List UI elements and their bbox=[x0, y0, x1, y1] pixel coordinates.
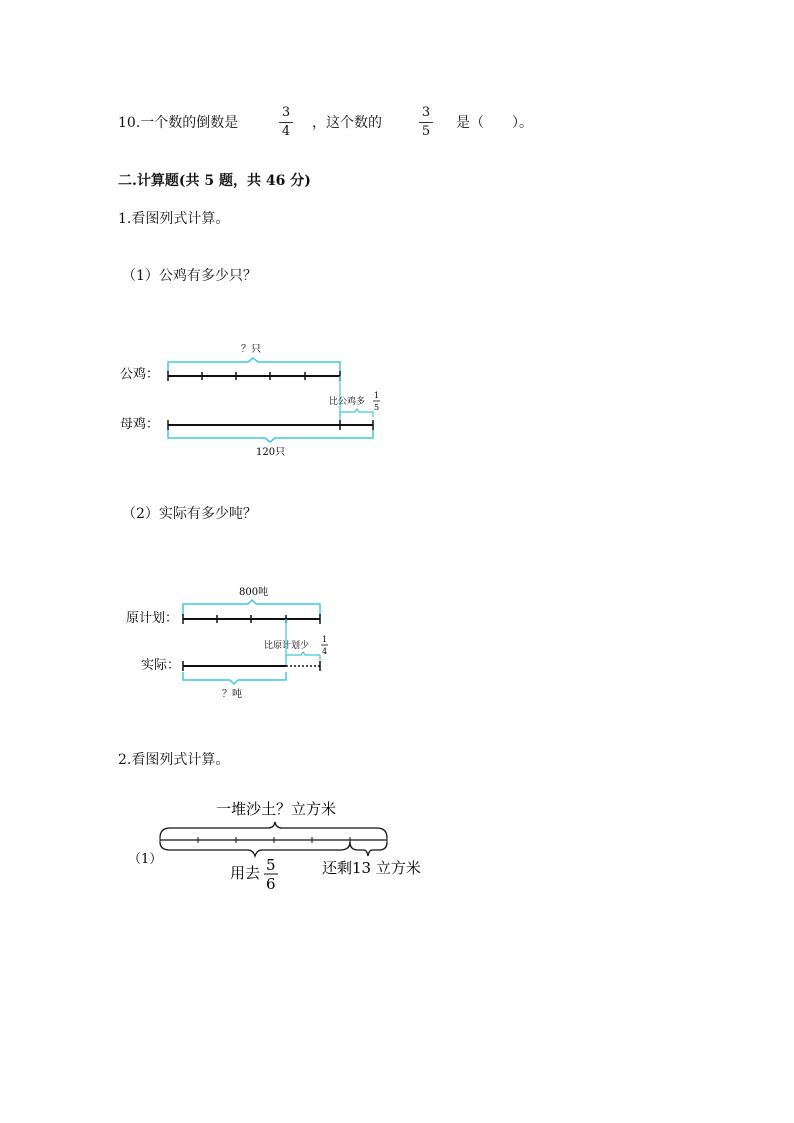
hen-bottom-brace bbox=[168, 430, 373, 442]
q10-frac1-numerator: 3 bbox=[281, 105, 291, 120]
hen-label: 母鸡： bbox=[120, 417, 160, 432]
rooster-hen-diagram bbox=[0, 330, 794, 460]
p1-title: 1.看图列式计算。 bbox=[118, 211, 230, 227]
sand-top-brace bbox=[160, 822, 387, 838]
actual-bottom-brace-label: ？吨 bbox=[222, 689, 242, 700]
sand-top-brace-label: 一堆沙土？立方米 bbox=[216, 800, 337, 818]
sand-used-label: 用去 bbox=[230, 864, 261, 882]
rooster-top-brace-label: ？只 bbox=[241, 344, 261, 355]
section-title: 二.计算题(共 5 题，共 46 分) bbox=[118, 173, 311, 189]
rooster-compare-frac-den: 5 bbox=[374, 403, 380, 412]
actual-label: 实际： bbox=[141, 658, 181, 673]
plan-compare-frac-den: 4 bbox=[322, 647, 328, 656]
rooster-compare-label: 比公鸡多 bbox=[329, 397, 366, 407]
plan-top-brace-label: 800吨 bbox=[239, 587, 269, 598]
p1-sub2-question: （2）实际有多少吨？ bbox=[122, 506, 257, 522]
plan-compare-brace bbox=[286, 652, 320, 660]
q10-frac2-denominator: 5 bbox=[421, 124, 431, 139]
p2-title: 2.看图列式计算。 bbox=[118, 752, 230, 768]
actual-bottom-brace bbox=[183, 672, 286, 684]
sand-remain-label: 还剩13 立方米 bbox=[322, 859, 421, 877]
plan-label: 原计划： bbox=[126, 611, 179, 626]
q10-frac2-numerator: 3 bbox=[421, 105, 431, 120]
sand-used-brace bbox=[160, 842, 350, 856]
plan-compare-label: 比原计划少 bbox=[264, 641, 310, 651]
q10-suffix: 是（ ）。 bbox=[456, 115, 533, 131]
plan-actual-diagram bbox=[0, 578, 794, 708]
rooster-label: 公鸡： bbox=[120, 367, 160, 382]
sand-remain-brace bbox=[350, 842, 387, 856]
q10-frac1-denominator: 4 bbox=[281, 124, 291, 139]
plan-top-brace bbox=[183, 600, 320, 616]
sand-index: （1） bbox=[128, 852, 163, 867]
rooster-top-brace bbox=[168, 358, 340, 372]
q10-middle: ，这个数的 bbox=[312, 115, 382, 131]
plan-compare-frac-num: 1 bbox=[322, 635, 328, 644]
sand-diagram bbox=[0, 790, 794, 900]
hen-bottom-brace-label: 120只 bbox=[256, 447, 286, 458]
q10-fraction-2 bbox=[419, 106, 433, 139]
rooster-compare-frac-num: 1 bbox=[374, 391, 380, 400]
rooster-compare-brace bbox=[340, 409, 373, 417]
sand-used-frac-num: 5 bbox=[266, 856, 276, 874]
sand-used-frac-den: 6 bbox=[266, 875, 276, 893]
p1-sub1-question: （1）公鸡有多少只？ bbox=[122, 268, 257, 284]
q10-fraction-1 bbox=[279, 106, 293, 139]
q10-prefix: 10.一个数的倒数是 bbox=[118, 115, 239, 131]
